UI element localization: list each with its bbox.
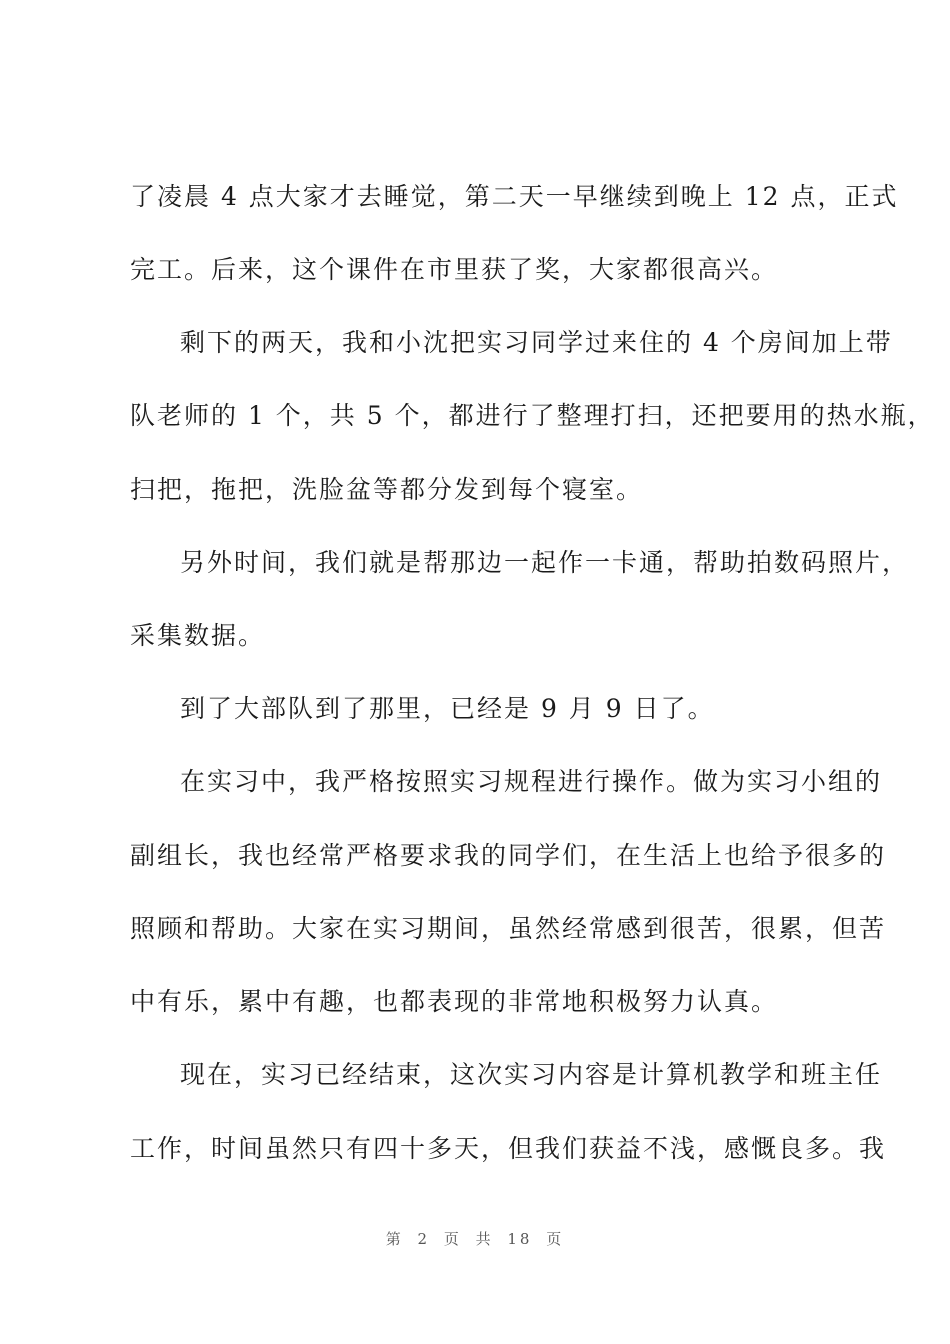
text-line: 完工。后来，这个课件在市里获了奖，大家都很高兴。 <box>130 255 779 284</box>
page-number-footer: 第 2 页 共 18 页 <box>385 1230 565 1248</box>
text-line: 队老师的 1 个，共 5 个，都进行了整理打扫，还把要用的热水瓶， <box>130 401 935 430</box>
text-line: 采集数据。 <box>130 621 266 650</box>
paragraph-start-line: 剩下的两天，我和小沈把实习同学过来住的 4 个房间加上带 <box>180 328 893 357</box>
paragraph-start-line: 到了大部队到了那里，已经是 9 月 9 日了。 <box>180 694 715 723</box>
text-line: 副组长，我也经常严格要求我的同学们，在生活上也给予很多的 <box>130 841 887 870</box>
paragraph-start-line: 在实习中，我严格按照实习规程进行操作。做为实习小组的 <box>180 767 883 796</box>
paragraph-start-line: 另外时间，我们就是帮那边一起作一卡通，帮助拍数码照片， <box>180 548 910 577</box>
text-line: 了凌晨 4 点大家才去睡觉，第二天一早继续到晚上 12 点，正式 <box>130 182 899 211</box>
paragraph-start-line: 现在，实习已经结束，这次实习内容是计算机教学和班主任 <box>180 1060 883 1089</box>
text-line: 工作，时间虽然只有四十多天，但我们获益不浅，感慨良多。我 <box>130 1134 887 1163</box>
text-line: 扫把，拖把，洗脸盆等都分发到每个寝室。 <box>130 475 644 504</box>
text-line: 中有乐，累中有趣，也都表现的非常地积极努力认真。 <box>130 987 779 1016</box>
text-line: 照顾和帮助。大家在实习期间，虽然经常感到很苦，很累，但苦 <box>130 914 887 943</box>
